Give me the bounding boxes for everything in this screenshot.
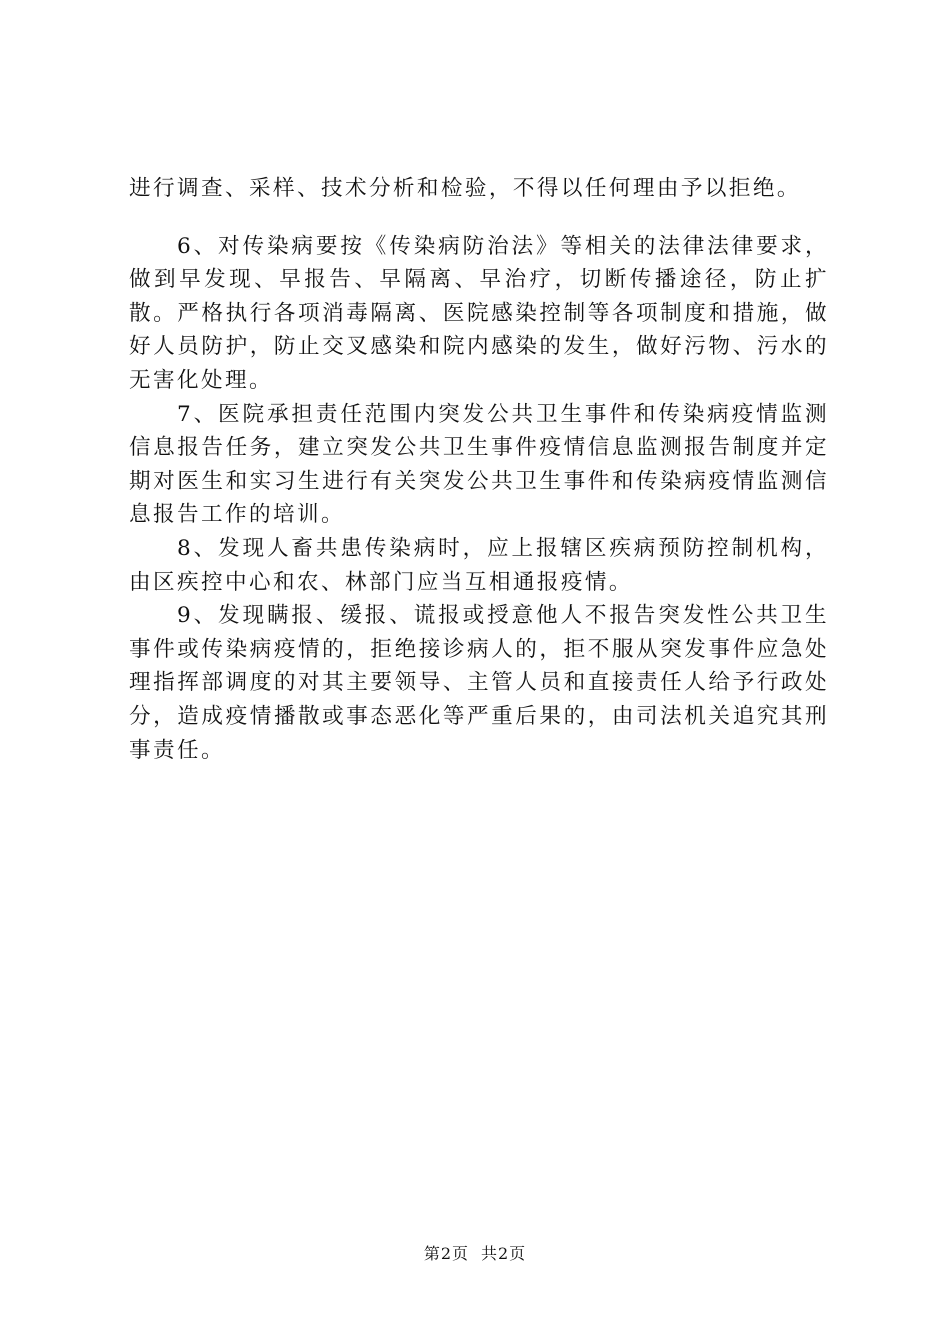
paragraph-continuation: 进行调查、采样、技术分析和检验，不得以任何理由予以拒绝。: [129, 176, 801, 201]
paragraph-item-6: 6、对传染病要按《传染病防治法》等相关的法律法律要求，做到早发现、早报告、早隔离、早治疗，切断传播途径，防止扩散。严格执行各项消毒隔离、医院感染控制等各项制度和措施，做好人员防护，防止交叉感染和院内感染的发生，做好污物、污水的无害化处理。: [129, 233, 829, 393]
page-footer: [0, 1243, 950, 1265]
paragraph-item-8: 8、发现人畜共患传染病时，应上报辖区疾病预防控制机构，由区疾控中心和农、林部门应当互相通报疫情。: [129, 535, 829, 595]
page-total: 共2页: [481, 1244, 527, 1263]
document-body: [129, 172, 829, 767]
paragraph-item-7: 7、医院承担责任范围内突发公共卫生事件和传染病疫情监测信息报告任务，建立突发公共卫生事件疫情信息监测报告制度并定期对医生和实习生进行有关突发公共卫生事件和传染病疫情监测信息报告工作的培训。: [129, 401, 829, 528]
page-number: 第2页: [423, 1244, 469, 1263]
paragraph-item-9: 9、发现瞒报、缓报、谎报或授意他人不报告突发性公共卫生事件或传染病疫情的，拒绝接诊病人的，拒不服从突发事件应急处理指挥部调度的对其主要领导、主管人员和直接责任人给予行政处分，造成疫情播散或事态恶化等严重后果的，由司法机关追究其刑事责任。: [129, 603, 829, 763]
